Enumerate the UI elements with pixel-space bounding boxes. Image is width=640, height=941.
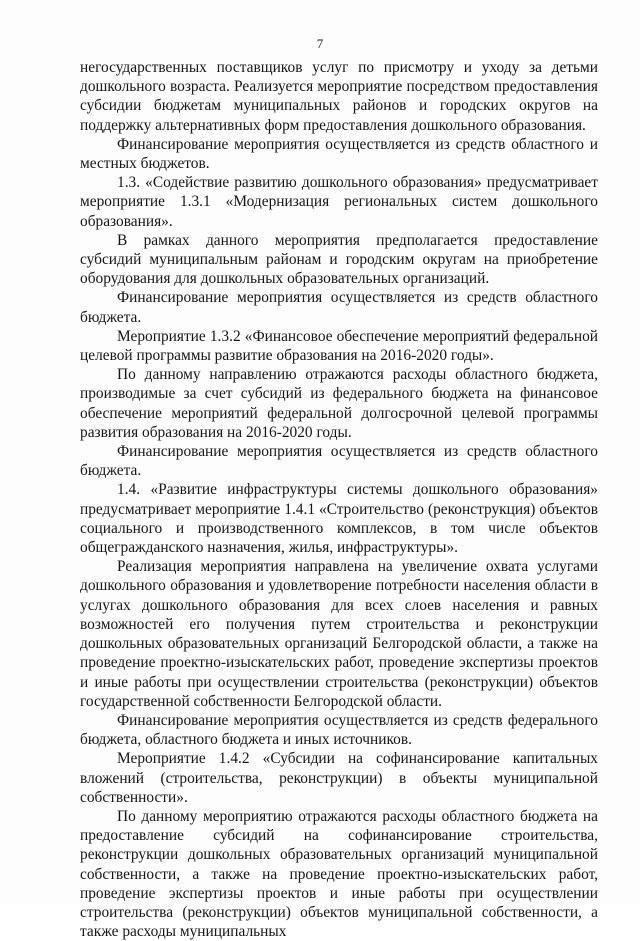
paragraph-3: 1.3. «Содействие развитию дошкольного образования» предусматривает мероприятие 1.3.1 «Модернизация региональных систем дошкольного образования». [80, 174, 598, 230]
paragraph-12: Мероприятие 1.4.2 «Субсидии на софинансирование капитальных вложений (строительства, реконструкции) в объекты муниципальной собственности». [80, 750, 598, 806]
paragraph-6: Мероприятие 1.3.2 «Финансовое обеспечение мероприятий федеральной целевой программы развитие образования на 2016-2020 годы». [80, 327, 598, 365]
paragraph-10: Реализация мероприятия направлена на увеличение охвата услугами дошкольного образования и удовлетворение потребности населения области в услугах дошкольного образования для всех слоев населения и равных возможностей его получения путем строительства и реконструкции дошкольных образовательных организаций Белгородской области, а также на проведение проектно-изыскательских работ, проведение экспертизы проектов и иные работы при осуществлении строительства (реконструкции) объектов государственной собственности Белгородской области. [80, 558, 598, 710]
paragraph-8: Финансирование мероприятия осуществляется из средств областного бюджета. [80, 443, 598, 480]
paragraph-9: 1.4. «Развитие инфраструктуры системы дошкольного образования» предусматривает мероприятие 1.4.1 «Строительство (реконструкция) объектов социального и производственного комплексов, в том числе объектов общегражданского назначения, жилья, инфраструктуры». [80, 481, 598, 557]
paragraph-5: Финансирование мероприятия осуществляется из средств областного бюджета. [80, 289, 598, 326]
paragraph-13: По данному мероприятию отражаются расходы областного бюджета на предоставление субсидий на софинансирование строительства, реконструкции дошкольных образовательных организаций муниципальной собственности, а также на проведение проектно-изыскательских работ, проведение экспертизы проектов и иные работы при осуществлении строительства (реконструкции) объектов муниципальной собственности, а также расходы муниципальных [80, 807, 598, 941]
paragraph-1: негосударственных поставщиков услуг по присмотру и уходу за детьми дошкольного возраста. Реализуется мероприятие посредством предоставления субсидии бюджетам муниципальных районов и городских округов на поддержку альтернативных форм предоставления дошкольного образования. [80, 59, 598, 134]
paragraph-4: В рамках данного мероприятия предполагается предоставление субсидий муниципальным районам и городским округам на приобретение оборудования для дошкольных образовательных организаций. [80, 231, 598, 288]
paragraph-11: Финансирование мероприятия осуществляется из средств федерального бюджета, областного бюджета и иных источников. [80, 711, 598, 749]
paragraph-7: По данному направлению отражаются расходы областного бюджета, производимые за счет субсидий из федерального бюджета на финансовое обеспечение мероприятий федеральной долгосрочной целевой программы развития образования на 2016-2020 годы. [80, 366, 598, 441]
document-body [80, 58, 598, 941]
page-number: 7 [316, 36, 324, 51]
paragraph-2: Финансирование мероприятия осуществляется из средств областного и местных бюджетов. [80, 135, 598, 173]
